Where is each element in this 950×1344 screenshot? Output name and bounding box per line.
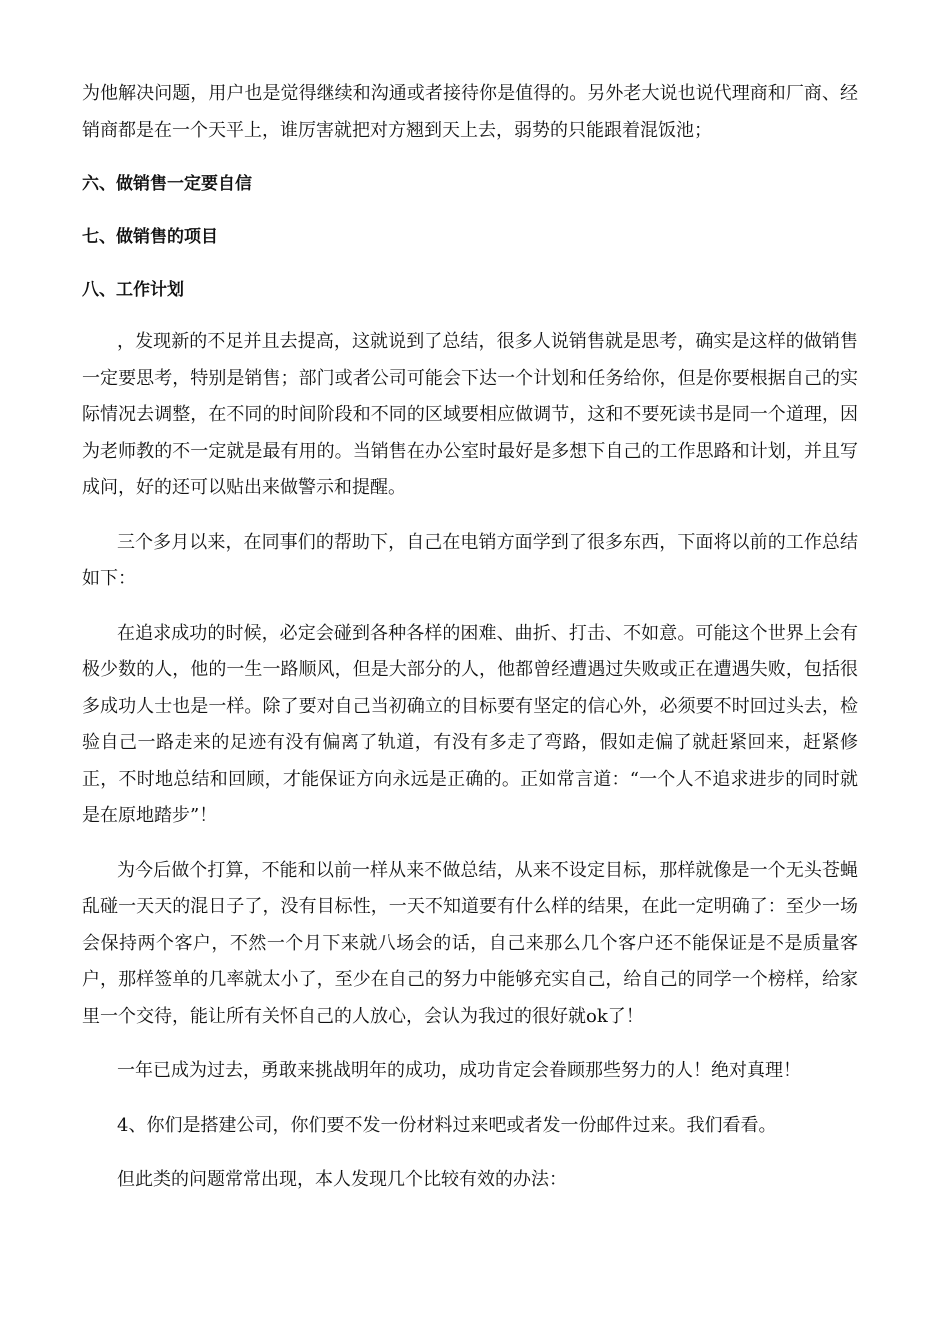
body-paragraph-methods: 但此类的问题常常出现，本人发现几个比较有效的办法： [117, 1169, 567, 1190]
body-paragraph-summary-intro: 三个多月以来，在同事们的帮助下，自己在电销方面学到了很多东西，下面将以前的工作总结如下： [82, 531, 858, 589]
section-heading-6: 六、做销售一定要自信 [82, 174, 252, 194]
body-paragraph-item-4: 4、你们是搭建公司，你们要不发一份材料过来吧或者发一份邮件过来。我们看看。 [117, 1114, 777, 1136]
section-heading-7: 七、做销售的项目 [82, 227, 218, 247]
body-paragraph-future-plan: 为今后做个打算，不能和以前一样从来不做总结，从来不设定目标，那样就像是一个无头苍蝇乱碰一天天的混日子了，没有目标性，一天不知道要有什么样的结果，在此一定明确了：至少一场会保持两个客户，不然一个月下来就八场会的话，自己来那么几个客户还不能保证是不是质量客户，那样签单的几率就太小了，至少在自己的努力中能够充实自己，给自己的同学一个榜样，给家里一个交待，能让所有关怀自己的人放心，会认为我过的很好就ok了！ [82, 859, 858, 1027]
body-paragraph-pursuing-success: 在追求成功的时候，必定会碰到各种各样的困难、曲折、打击、不如意。可能这个世界上会有极少数的人，他的一生一路顺风，但是大部分的人，他都曾经遭遇过失败或正在遭遇失败，包括很多成功人士也是一样。除了要对自己当初确立的目标要有坚定的信心外，必须要不时回过头去，检验自己一路走来的足迹有没有偏离了轨道，有没有多走了弯路，假如走偏了就赶紧回来，赶紧修正，不时地总结和回顾，才能保证方向永远是正确的。正如常言道：“一个人不追求进步的同时就是在原地踏步”！ [82, 622, 858, 826]
intro-paragraph: 为他解决问题，用户也是觉得继续和沟通或者接待你是值得的。另外老大说也说代理商和厂商、经销商都是在一个天平上，谁厉害就把对方翘到天上去，弱势的只能跟着混饭池； [82, 83, 858, 141]
section-heading-8: 八、工作计划 [82, 280, 184, 300]
body-paragraph-new-year: 一年已成为过去，勇敢来挑战明年的成功，成功肯定会眷顾那些努力的人！绝对真理！ [117, 1060, 801, 1081]
body-paragraph-work-plan: ，发现新的不足并且去提高，这就说到了总结，很多人说销售就是思考，确实是这样的做销售一定要思考，特别是销售；部门或者公司可能会下达一个计划和任务给你，但是你要根据自己的实际情况去调整，在不同的时间阶段和不同的区域要相应做调节，这和不要死读书是同一个道理，因为老师教的不一定就是最有用的。当销售在办公室时最好是多想下自己的工作思路和计划，并且写成问，好的还可以贴出来做警示和提醒。 [82, 331, 858, 498]
